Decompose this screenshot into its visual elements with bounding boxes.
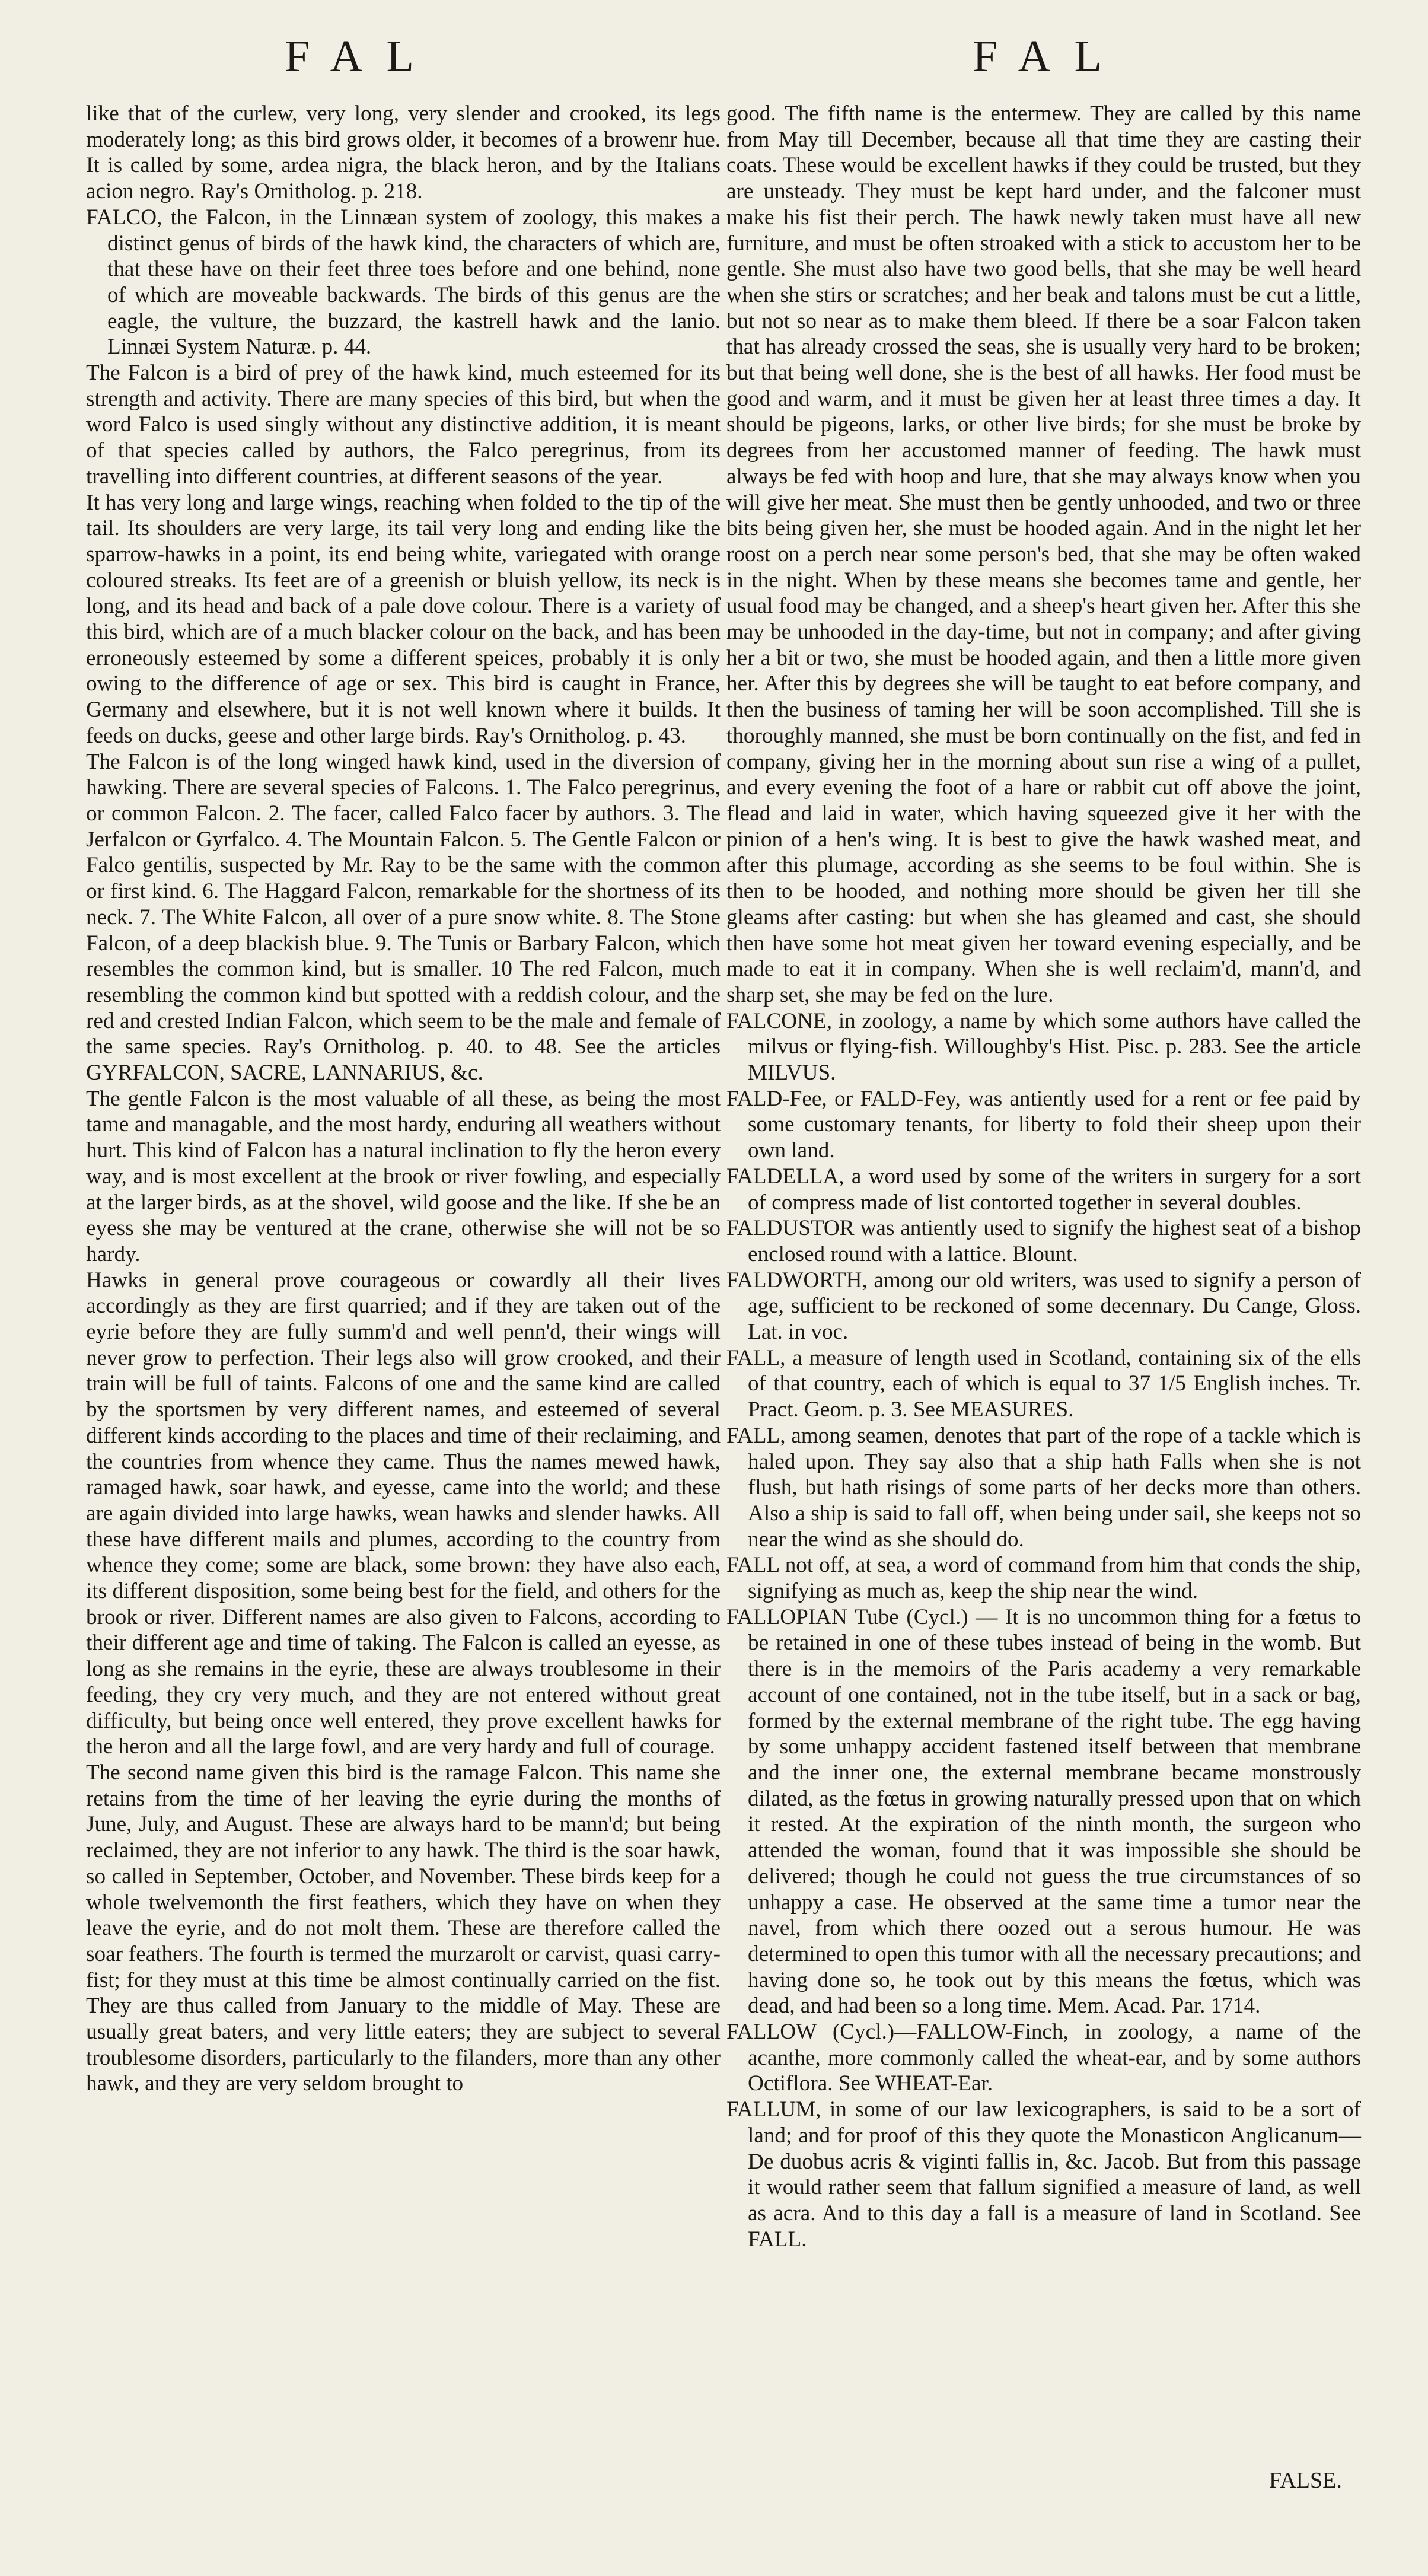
catchword: FALSE.: [1269, 2468, 1342, 2493]
left-column: [86, 101, 721, 2097]
paragraph: The gentle Falcon is the most valuable of all these, as being the most tame and managable, and the most hardy, enduring all weathers without hurt. This kind of Falcon has a natural inclination to fly the heron every way, and is most excellent at the brook or river fowling, and especially at the larger birds, as at the shovel, wild goose and the like. If she be an eyess she may be ventured at the crane, otherwise she will not be so hardy.: [86, 1086, 721, 1266]
entry-faldworth: FALDWORTH, among our old writers, was used to signify a person of age, sufficient to be reckoned of some decennary. Du Cange, Gloss. Lat. in voc.: [726, 1268, 1361, 1345]
entry-fall-seamen: FALL, among seamen, denotes that part of the rope of a tackle which is haled upon. They say also that a ship hath Falls when she is not flush, but hath risings of some parts of her decks more than others. Also a ship is said to fall off, when being under sail, she keeps not so near the wind as she should do.: [726, 1423, 1361, 1552]
entry-faldella: FALDELLA, a word used by some of the writers in surgery for a sort of compress made of list contorted together in several doubles.: [726, 1164, 1361, 1215]
entry-fall-measure: FALL, a measure of length used in Scotland, containing six of the ells of that country, each of which is equal to 37 1/5 English inches. Tr. Pract. Geom. p. 3. See MEASURES.: [726, 1345, 1361, 1422]
entry-continuation: like that of the curlew, very long, very slender and crooked, its legs moderately long; as this bird grows older, it becomes of a browenr hue. It is called by some, ardea nigra, the black heron, and by the Italians acion negro. Ray's Ornitholog. p. 218.: [86, 101, 721, 204]
entry-fallum: FALLUM, in some of our law lexicographers, is said to be a sort of land; and for proof of this they quote the Monasticon Anglicanum—De duobus acris & viginti fallis in, &c. Jacob. But from this passage it would rather seem that fallum signified a measure of land, as well as acra. And to this day a fall is a measure of land in Scotland. See FALL.: [726, 2097, 1361, 2252]
entry-fald-fee: FALD-Fee, or FALD-Fey, was antiently used for a rent or fee paid by some customary tenants, for liberty to fold their sheep upon their own land.: [726, 1086, 1361, 1163]
entry-continuation: good. The fifth name is the entermew. They are called by this name from May till December, because all that time they are casting their coats. These would be excellent hawks if they could be trusted, but they are unsteady. They must be kept hard under, and the falconer must make his fist their perch. The hawk newly taken must have all new furniture, and must be often stroaked with a stick to accustom her to be gentle. She must also have two good bells, that she may be well heard when she stirs or scratches; and her beak and talons must be cut a little, but not so near as to make them bleed. If there be a soar Falcon taken that has already crossed the seas, she is usually very hard to be broken; but that being well done, she is the best of all hawks. Her food must be good and warm, and it must be given her at least three times a day. It should be pigeons, larks, or other live birds; for she must be broke by degrees from her accustomed manner of feeding. The hawk must always be fed with hoop and lure, that she may always know when you will give her meat. She must then be gently unhooded, and two or three bits being given her, she must be hooded again. And in the night let her roost on a perch near some person's bed, that she may be often waked in the night. When by these means she becomes tame and gentle, her usual food may be changed, and a sheep's heart given her. After this she may be unhooded in the day-time, but not in company; and after giving her a bit or two, she must be hooded again, and then a little more given her. After this by degrees she will be taught to eat before company, and then the business of taming her will be soon accomplished. Till she is thoroughly manned, she must be born continually on the fist, and fed in company, giving her in the morning about sun rise a wing of a pullet, and every evening the foot of a hare or rabbit cut off above the joint, flead and laid in water, which having squeezed give it her with the pinion of a hen's wing. It is best to give the hawk washed meat, and after this plumage, according as she seems to be foul within. She is then to be hooded, and nothing more should be given her till she gleams after casting: but when she has gleamed and cast, she should then have some hot meat given her toward evening especially, and be made to eat it in company. When she is well reclaim'd, mann'd, and sharp set, she may be fed on the lure.: [726, 101, 1361, 1007]
entry-fallow: FALLOW (Cycl.)—FALLOW-Finch, in zoology, a name of the acanthe, more commonly called the wheat-ear, and by some authors Octiflora. See WHEAT-Ear.: [726, 2020, 1361, 2096]
running-head-right: FAL: [973, 31, 1126, 81]
entry-fall-not-off: FALL not off, at sea, a word of command from him that conds the ship, signifying as much as, keep the ship near the wind.: [726, 1553, 1361, 1604]
entry-faldustor: FALDUSTOR was antiently used to signify the highest seat of a bishop enclosed round with a lattice. Blount.: [726, 1216, 1361, 1266]
entry-falcone: FALCONE, in zoology, a name by which some authors have called the milvus or flying-fish. Willoughby's Hist. Pisc. p. 283. See the article MILVUS.: [726, 1008, 1361, 1085]
paragraph: It has very long and large wings, reaching when folded to the tip of the tail. Its shoulders are very large, its tail very long and ending like the sparrow-hawks in a point, its end being white, variegated with orange coloured streaks. Its feet are of a greenish or bluish yellow, its neck is long, and its head and back of a pale dove colour. There is a variety of this bird, which are of a much blacker colour on the back, and has been erroneously esteemed by some a different speices, probably it is only owing to the difference of age or sex. This bird is caught in France, Germany and elsewhere, but it is not well known where it builds. It feeds on ducks, geese and other large birds. Ray's Ornitholog. p. 43.: [86, 490, 721, 748]
right-column: [726, 101, 1361, 2252]
running-head-left: FAL: [285, 31, 438, 81]
paragraph: Hawks in general prove courageous or cowardly all their lives accordingly as they are first quarried; and if they are taken out of the eyrie before they are fully summ'd and well penn'd, their wings will never grow to perfection. Their legs also will grow crooked, and their train will be full of taints. Falcons of one and the same kind are called by the sportsmen by very different names, and esteemed of several different kinds according to the places and time of their reclaiming, and the countries from whence they came. Thus the names mewed hawk, ramaged hawk, soar hawk, and eyesse, came into the world; and these are again divided into large hawks, wean hawks and slender hawks. All these have different mails and plumes, according to the country from whence they come; some are black, some brown: they have also each, its different disposition, some being best for the field, and others for the brook or river. Different names are also given to Falcons, according to their different age and time of taking. The Falcon is called an eyesse, as long as she remains in the eyrie, these are always troublesome in their feeding, they cry very much, and they are not entered without great difficulty, but being once well entered, they prove excellent hawks for the heron and all the large fowl, and are very hardy and full of courage.: [86, 1268, 721, 1759]
entry-fallopian-tube: FALLOPIAN Tube (Cycl.) — It is no uncommon thing for a fœtus to be retained in one of these tubes instead of being in the womb. But there is in the memoirs of the Paris academy a very remarkable account of one contained, not in the tube itself, but in a sack or bag, formed by the external membrane of the right tube. The egg having by some unhappy accident fastened itself between that membrane and the inner one, the external membrane became monstrously dilated, as the fœtus in growing naturally pressed upon that on which it rested. At the expiration of the ninth month, the surgeon who attended the woman, found that it was impossible she should be delivered; though he could not guess the true circumstances of so unhappy a case. He observed at the same time a tumor near the navel, from which there oozed out a serous humour. He was determined to open this tumor with all the necessary precautions; and having done so, he took out by this means the fœtus, which was dead, and had been so a long time. Mem. Acad. Par. 1714.: [726, 1604, 1361, 2018]
paragraph: The Falcon is of the long winged hawk kind, used in the diversion of hawking. There are several species of Falcons. 1. The Falco peregrinus, or common Falcon. 2. The facer, called Falco facer by authors. 3. The Jerfalcon or Gyrfalco. 4. The Mountain Falcon. 5. The Gentle Falcon or Falco gentilis, suspected by Mr. Ray to be the same with the common or first kind. 6. The Haggard Falcon, remarkable for the shortness of its neck. 7. The White Falcon, all over of a pure snow white. 8. The Stone Falcon, of a deep blackish blue. 9. The Tunis or Barbary Falcon, which resembles the common kind, but is smaller. 10 The red Falcon, much resembling the common kind but spotted with a reddish colour, and the red and crested Indian Falcon, which seem to be the male and female of the same species. Ray's Ornitholog. p. 40. to 48. See the articles GYRFALCON, SACRE, LANNARIUS, &c.: [86, 749, 721, 1085]
paragraph: The second name given this bird is the ramage Falcon. This name she retains from the time of her leaving the eyrie during the months of June, July, and August. These are always hard to be mann'd; but being reclaimed, they are not inferior to any hawk. The third is the soar hawk, so called in September, October, and November. These birds keep for a whole twelvemonth the first feathers, which they have on when they leave the eyrie, and do not molt them. These are therefore called the soar feathers. The fourth is termed the murzarolt or carvist, quasi carry-fist; for they must at this time be almost continually carried on the fist. They are thus called from January to the middle of May. These are usually great baters, and very little eaters; they are subject to several troublesome disorders, particularly to the filanders, more than any other hawk, and they are very seldom brought to: [86, 1760, 721, 2096]
paragraph: The Falcon is a bird of prey of the hawk kind, much esteemed for its strength and activity. There are many species of this bird, but when the word Falco is used singly without any distinctive addition, it is meant of that species called by authors, the Falco peregrinus, from its travelling into different countries, at different seasons of the year.: [86, 361, 721, 489]
entry-falco: FALCO, the Falcon, in the Linnæan system of zoology, this makes a distinct genus of birds of the hawk kind, the characters of which are, that these have on their feet three toes before and one behind, none of which are moveable backwards. The birds of this genus are the eagle, the vulture, the buzzard, the kastrell hawk and the lanio. Linnæi System Naturæ. p. 44.: [86, 205, 721, 359]
